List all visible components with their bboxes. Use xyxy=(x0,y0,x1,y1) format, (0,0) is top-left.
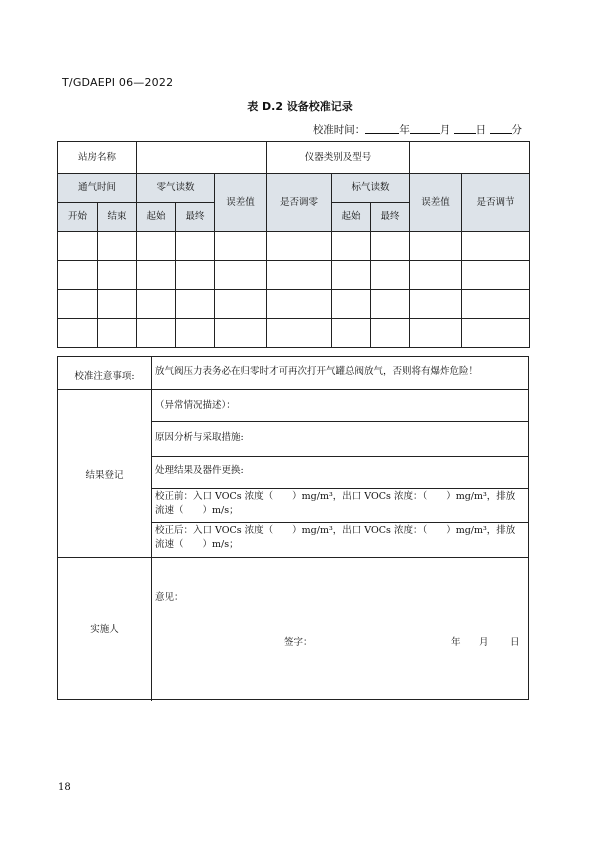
month-blank[interactable] xyxy=(410,123,440,134)
error-value-header: 误差值 xyxy=(215,174,267,232)
handling-result[interactable]: 处理结果及器件更换: xyxy=(155,465,244,476)
table-cell[interactable] xyxy=(410,290,462,319)
table-row xyxy=(58,290,530,319)
divider xyxy=(151,456,528,457)
abnormal-description[interactable]: （异常情况描述）： xyxy=(155,400,236,411)
cal-time-min: 分 xyxy=(511,124,522,136)
table-row xyxy=(58,319,530,348)
table-cell[interactable] xyxy=(176,261,215,290)
sign-year: 年 xyxy=(451,637,461,648)
start-header: 开始 xyxy=(58,203,98,232)
divider xyxy=(151,488,528,489)
result-label: 结果登记 xyxy=(85,470,124,481)
year-blank[interactable] xyxy=(365,123,399,134)
minute-blank[interactable] xyxy=(490,123,512,134)
span-final-header: 最终 xyxy=(371,203,410,232)
table-cell[interactable] xyxy=(98,261,137,290)
station-name-cell[interactable] xyxy=(137,142,267,174)
ventilation-time-header: 通气时间 xyxy=(58,174,137,203)
cal-time-label: 校准时间： xyxy=(312,124,366,136)
table-cell[interactable] xyxy=(215,232,267,261)
span-adjust-header: 是否调节 xyxy=(462,174,530,232)
cal-time-day: 日 xyxy=(475,124,487,136)
page-title: 表 D.2 设备校准记录 xyxy=(247,100,353,113)
table-cell[interactable] xyxy=(215,319,267,348)
table-cell[interactable] xyxy=(371,232,410,261)
table-cell[interactable] xyxy=(267,290,332,319)
table-cell[interactable] xyxy=(176,319,215,348)
table-cell[interactable] xyxy=(137,319,176,348)
table-cell[interactable] xyxy=(332,232,371,261)
signature-label[interactable]: 签字： xyxy=(284,637,313,648)
table-cell[interactable] xyxy=(98,319,137,348)
table-cell[interactable] xyxy=(58,290,98,319)
table-cell[interactable] xyxy=(58,319,98,348)
table-cell[interactable] xyxy=(176,232,215,261)
table-cell[interactable] xyxy=(267,232,332,261)
table-cell[interactable] xyxy=(410,319,462,348)
label-column-divider xyxy=(151,357,152,701)
table-cell[interactable] xyxy=(137,290,176,319)
zero-adjust-header: 是否调零 xyxy=(267,174,332,232)
divider xyxy=(58,557,528,558)
page-number: 18 xyxy=(58,782,71,793)
end-header: 结束 xyxy=(98,203,137,232)
table-cell[interactable] xyxy=(410,232,462,261)
after-calibration-values[interactable]: 校正后：入口 VOCs 浓度（ ）mg/m³，出口 VOCs 浓度：（ ）mg/m³，排放流速（ ）m/s； xyxy=(155,525,516,551)
table-cell[interactable] xyxy=(462,290,530,319)
station-name-label: 站房名称 xyxy=(58,142,137,174)
table-row xyxy=(58,261,530,290)
calibration-table xyxy=(57,141,529,348)
standard-code: T/GDAEPI 06—2022 xyxy=(62,76,174,89)
implementer-label: 实施人 xyxy=(90,624,119,635)
day-blank[interactable] xyxy=(454,123,476,134)
span-reading-header: 标气读数 xyxy=(332,174,410,203)
table-cell[interactable] xyxy=(137,232,176,261)
before-calibration-values[interactable]: 校正前：入口 VOCs 浓度（ ）mg/m³，出口 VOCs 浓度：（ ）mg/m³，排放流速（ ）m/s； xyxy=(155,491,516,517)
table-cell[interactable] xyxy=(215,261,267,290)
table-cell[interactable] xyxy=(98,232,137,261)
span-initial-header: 起始 xyxy=(332,203,371,232)
zero-reading-header: 零气读数 xyxy=(137,174,215,203)
cal-notes-text: 放气阀压力表务必在归零时才可再次打开气罐总阀放气，否则将有爆炸危险！ xyxy=(155,366,479,377)
span-error-value-header: 误差值 xyxy=(410,174,462,232)
table-cell[interactable] xyxy=(332,290,371,319)
table-cell[interactable] xyxy=(267,319,332,348)
cal-notes-label: 校准注意事项: xyxy=(74,371,135,382)
table-cell[interactable] xyxy=(58,232,98,261)
final-header: 最终 xyxy=(176,203,215,232)
table-cell[interactable] xyxy=(332,319,371,348)
sign-day: 日 xyxy=(510,637,520,648)
table-cell[interactable] xyxy=(371,261,410,290)
initial-header: 起始 xyxy=(137,203,176,232)
table-cell[interactable] xyxy=(137,261,176,290)
cal-time-year: 年 xyxy=(399,124,410,136)
divider xyxy=(58,389,528,390)
notes-section xyxy=(57,356,529,700)
calibration-time-line xyxy=(313,122,522,137)
table-cell[interactable] xyxy=(267,261,332,290)
table-cell[interactable] xyxy=(371,290,410,319)
divider xyxy=(151,421,528,422)
sign-month: 月 xyxy=(479,637,489,648)
table-cell[interactable] xyxy=(58,261,98,290)
instrument-cell[interactable] xyxy=(410,142,530,174)
table-cell[interactable] xyxy=(462,261,530,290)
table-cell[interactable] xyxy=(332,261,371,290)
cause-analysis[interactable]: 原因分析与采取措施: xyxy=(155,432,244,443)
table-cell[interactable] xyxy=(176,290,215,319)
table-cell[interactable] xyxy=(410,261,462,290)
table-cell[interactable] xyxy=(371,319,410,348)
table-cell[interactable] xyxy=(215,290,267,319)
instrument-label: 仪器类别及型号 xyxy=(267,142,410,174)
table-cell[interactable] xyxy=(462,319,530,348)
divider xyxy=(151,522,528,523)
table-row xyxy=(58,232,530,261)
cal-time-month: 月 xyxy=(439,124,451,136)
opinion-field[interactable]: 意见： xyxy=(155,592,184,603)
table-cell[interactable] xyxy=(462,232,530,261)
table-cell[interactable] xyxy=(98,290,137,319)
